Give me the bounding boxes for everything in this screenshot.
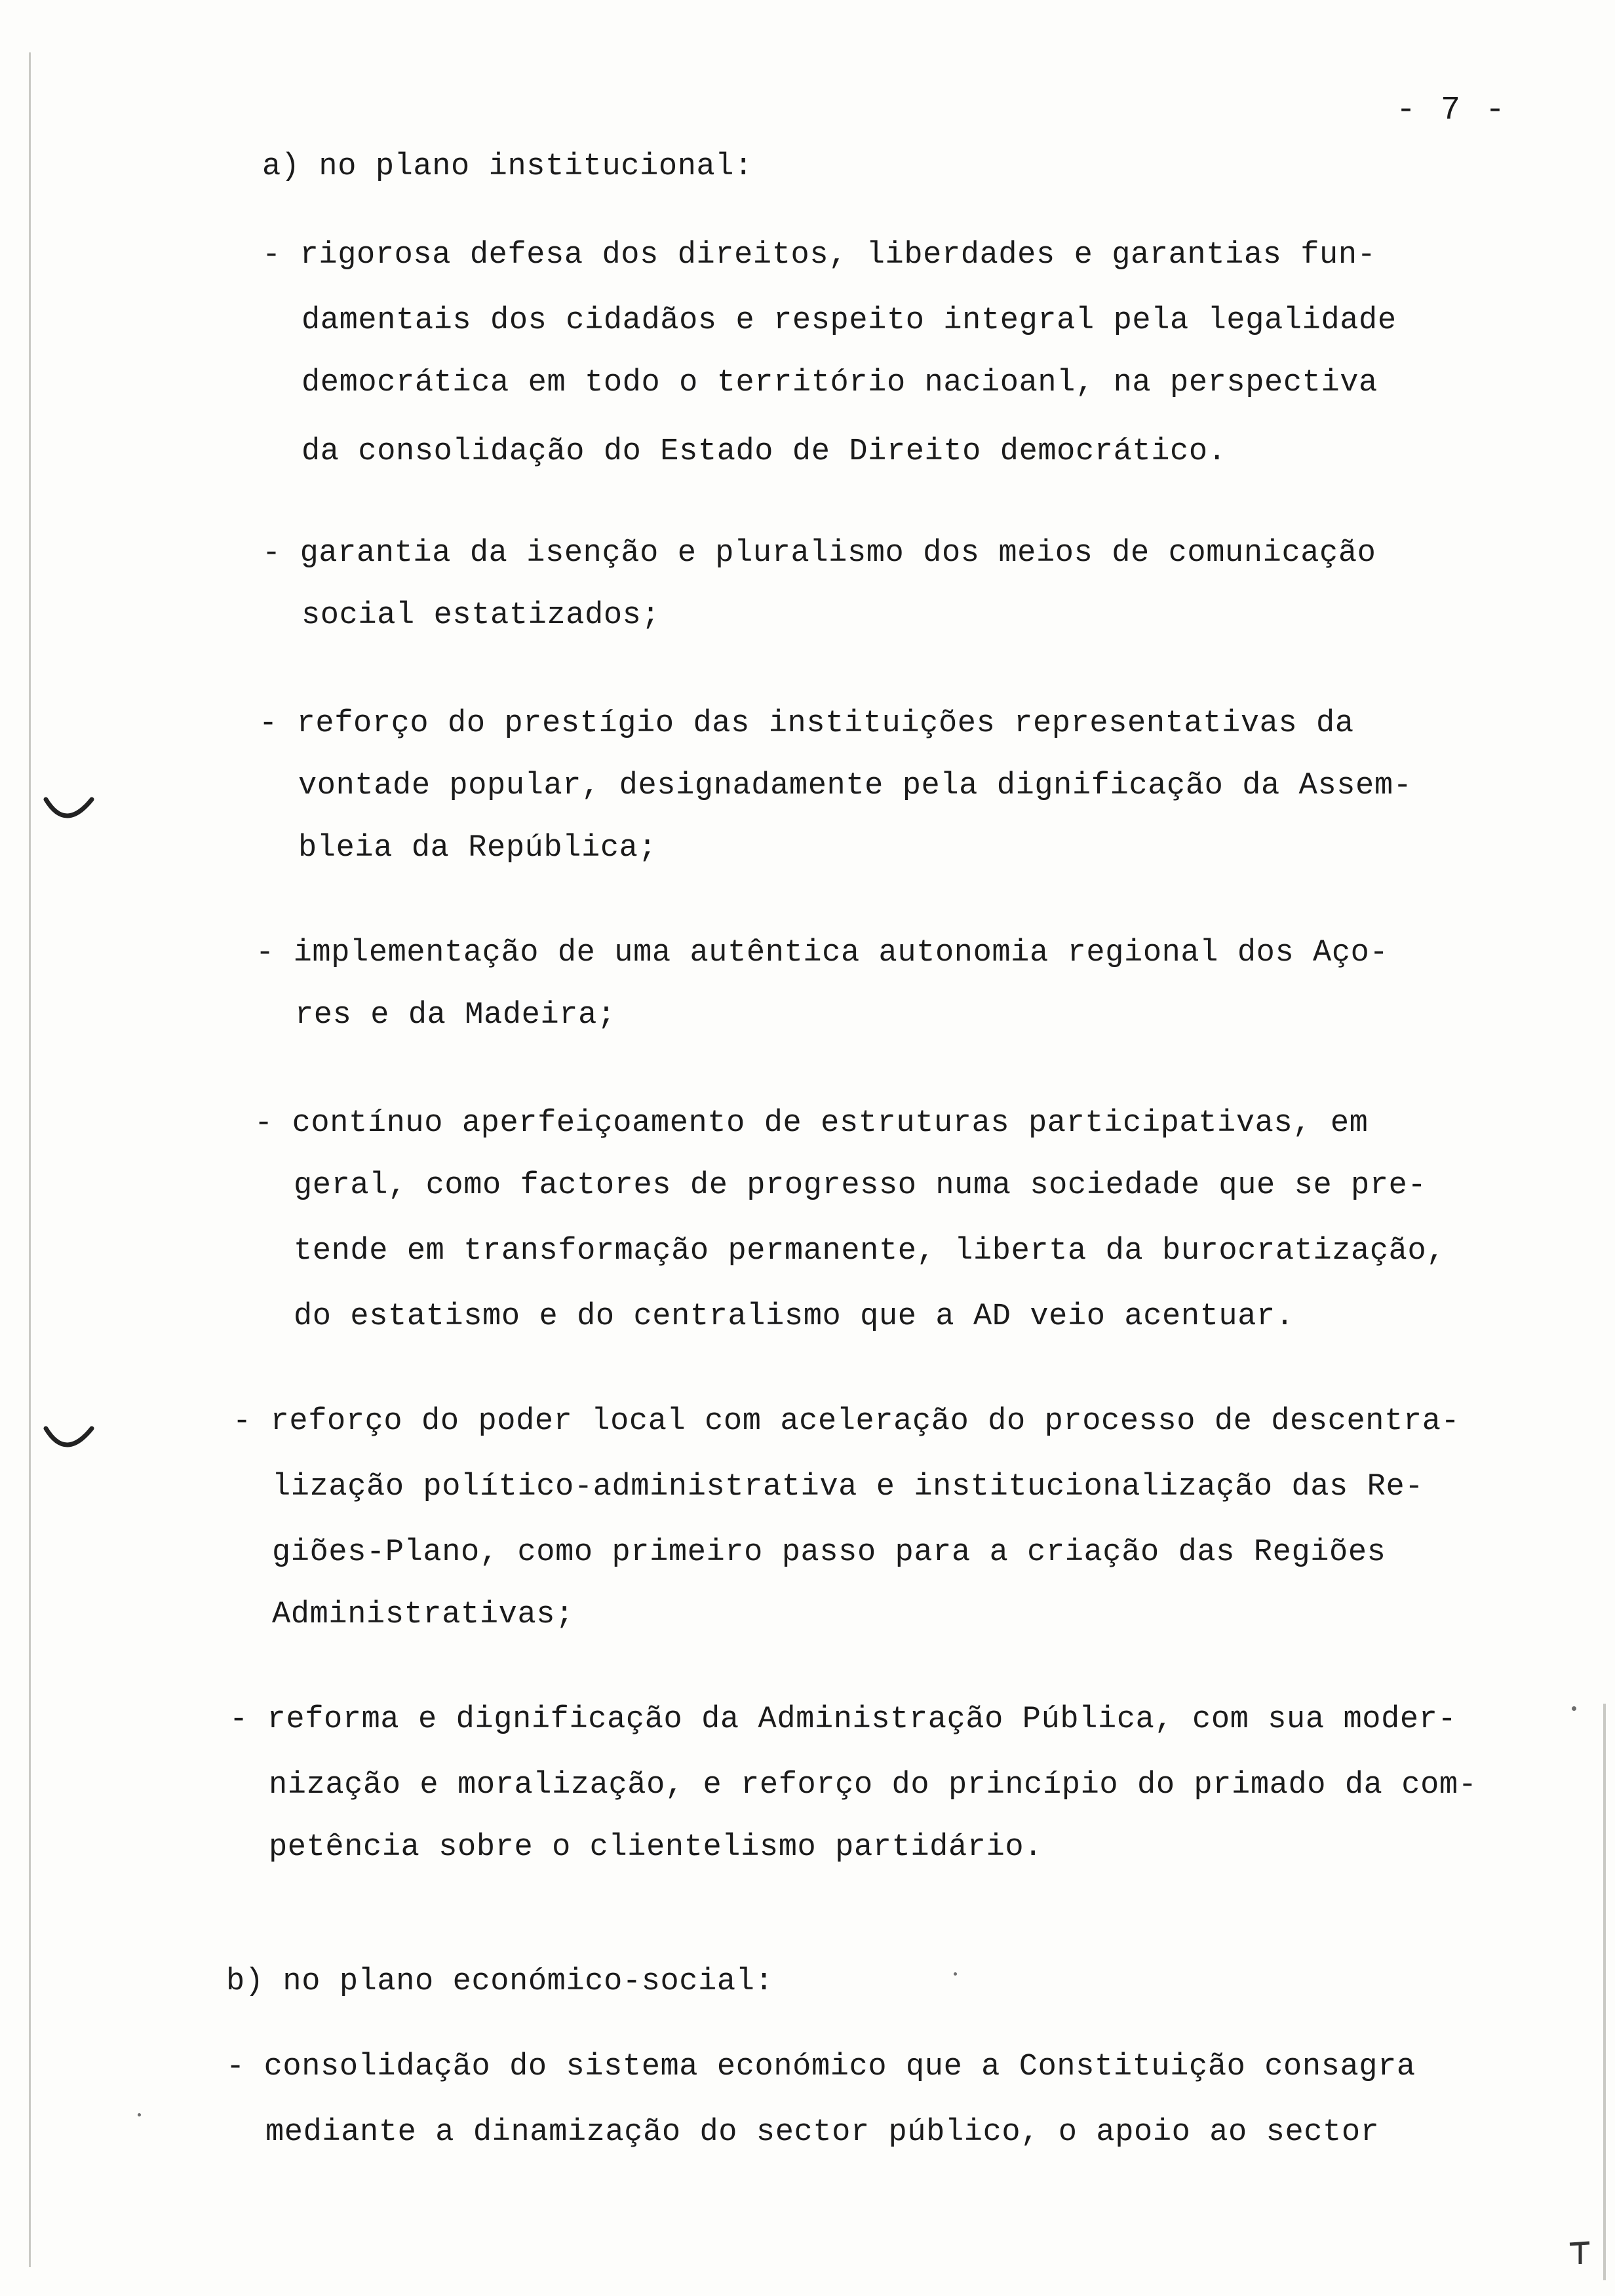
item-line: petência sobre o clientelismo partidário.	[269, 1830, 1043, 1865]
item-line: nização e moralização, e reforço do princípio do primado da com-	[269, 1768, 1477, 1803]
item-line: - reforço do prestígio das instituições representativas da	[259, 706, 1354, 741]
section-heading: b) no plano económico-social:	[226, 1964, 774, 1999]
item-line: giões-Plano, como primeiro passo para a criação das Regiões	[272, 1535, 1386, 1570]
item-line: damentais dos cidadãos e respeito integral pela legalidade	[302, 303, 1397, 338]
item-line: Administrativas;	[272, 1598, 574, 1632]
item-line: - reforma e dignificação da Administração Pública, com sua moder-	[229, 1702, 1457, 1737]
item-line: res e da Madeira;	[295, 998, 616, 1033]
corner-mark	[1563, 2231, 1603, 2270]
item-line: geral, como factores de progresso numa sociedade que se pre-	[294, 1168, 1427, 1203]
item-line: - garantia da isenção e pluralismo dos meios de comunicação	[262, 536, 1376, 571]
scan-speck	[954, 1972, 957, 1976]
punch-hole-mark-bottom	[39, 1415, 98, 1461]
item-line: - contínuo aperfeiçoamento de estruturas participativas, em	[254, 1106, 1369, 1141]
punch-hole-mark-top	[39, 786, 98, 832]
item-line: vontade popular, designadamente pela dignificação da Assem-	[298, 769, 1412, 803]
item-line: social estatizados;	[302, 598, 661, 633]
item-line: tende em transformação permanente, liberta da burocratização,	[294, 1234, 1446, 1269]
scan-speck	[138, 2113, 141, 2116]
scan-left-edge	[29, 52, 31, 2267]
item-line: lização político-administrativa e institucionalização das Re-	[272, 1470, 1424, 1504]
item-line: da consolidação do Estado de Direito democrático.	[302, 434, 1227, 469]
item-line: bleia da República;	[298, 831, 657, 866]
section-heading: a) no plano institucional:	[262, 149, 753, 184]
item-line: do estatismo e do centralismo que a AD veio acentuar.	[294, 1299, 1294, 1334]
item-line: democrática em todo o território nacioanl, na perspectiva	[302, 366, 1378, 400]
item-line: - implementação de uma autêntica autonomia regional dos Aço-	[256, 936, 1389, 970]
scan-speck	[1572, 1706, 1576, 1711]
item-line: mediante a dinamização do sector público, o apoio ao sector	[265, 2115, 1380, 2150]
scan-right-edge	[1603, 1704, 1606, 2280]
page-number: - 7 -	[1396, 92, 1508, 129]
item-line: - reforço do poder local com aceleração do processo de descentra-	[233, 1404, 1460, 1439]
item-line: - rigorosa defesa dos direitos, liberdades e garantias fun-	[262, 238, 1376, 273]
item-line: - consolidação do sistema económico que a Constituição consagra	[226, 2050, 1416, 2084]
